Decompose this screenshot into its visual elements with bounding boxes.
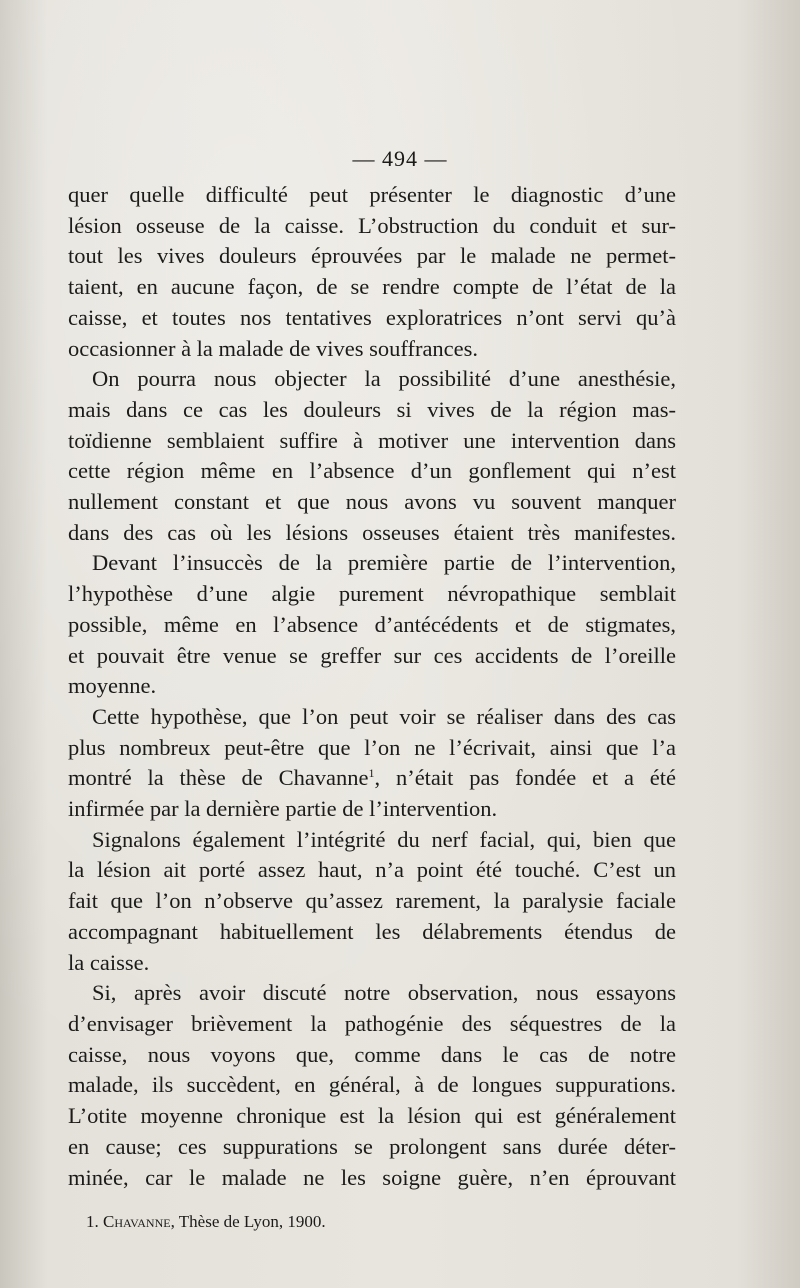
- text-line: dans des cas où les lésions osseuses étaient très manifestes.: [68, 519, 676, 545]
- text-line: plus nombreux peut-être que l’on ne l’écrivait, ainsi que l’a: [68, 734, 676, 760]
- text-line: mais dans ce cas les douleurs si vives de la région mas-: [68, 396, 676, 422]
- text-line: Si, après avoir discuté notre observation, nous essayons: [92, 980, 676, 1006]
- paragraph-2: [68, 364, 676, 548]
- text-line: cette région même en l’absence d’un gonflement qui n’est: [68, 458, 676, 484]
- text-line: la lésion ait porté assez haut, n’a point été touché. C’est un: [68, 857, 676, 883]
- text-line: d’envisager brièvement la pathogénie des séquestres de la: [68, 1010, 676, 1036]
- text-line: lésion osseuse de la caisse. L’obstruction du conduit et sur-: [68, 212, 676, 238]
- text-line: malade, ils succèdent, en général, à de longues suppurations.: [68, 1072, 676, 1098]
- text-line: fait que l’on n’observe qu’assez rarement, la paralysie faciale: [68, 888, 676, 914]
- text-line: taient, en aucune façon, de se rendre compte de l’état de la: [68, 274, 676, 300]
- text-line: L’otite moyenne chronique est la lésion qui est généralement: [68, 1103, 676, 1129]
- text-line: l’hypothèse d’une algie purement névropathique semblait: [68, 581, 676, 607]
- text-line: possible, même en l’absence d’antécédents et de stigmates,: [68, 611, 676, 637]
- text-line-with-note: [68, 763, 676, 794]
- text-line: tout les vives douleurs éprouvées par le malade ne permet-: [68, 243, 676, 269]
- paragraph-5: [68, 825, 676, 979]
- text-line: accompagnant habituellement les délabrements étendus de: [68, 918, 676, 944]
- text-segment: montré la thèse de Chavanne: [68, 765, 369, 791]
- text-line: caisse, et toutes nos tentatives exploratrices n’ont servi qu’à: [68, 304, 676, 330]
- text-line: infirmée par la dernière partie de l’intervention.: [68, 796, 498, 822]
- footnote: [86, 1212, 326, 1232]
- footnote-author: Chavanne: [103, 1212, 171, 1231]
- text-line: occasionner à la malade de vives souffrances.: [68, 335, 479, 361]
- footnote-citation: , Thèse de Lyon, 1900.: [170, 1212, 326, 1231]
- text-line: et pouvait être venue se greffer sur ces accidents de l’oreille: [68, 642, 676, 668]
- text-line: la caisse.: [68, 949, 150, 975]
- footnote-reference: 1: [368, 766, 375, 781]
- text-line: quer quelle difficulté peut présenter le diagnostic d’une: [68, 182, 676, 207]
- footnote-number: 1.: [86, 1212, 99, 1231]
- text-line: moyenne.: [68, 673, 157, 699]
- paragraph-1: [68, 180, 676, 364]
- paragraph-6: [68, 978, 676, 1193]
- text-segment: , n’était pas fondée et a été: [374, 765, 676, 791]
- text-line: On pourra nous objecter la possibilité d’une anesthésie,: [92, 366, 676, 392]
- text-line: Signalons également l’intégrité du nerf facial, qui, bien que: [92, 826, 676, 852]
- text-line: minée, car le malade ne les soigne guère, n’en éprouvant: [68, 1164, 676, 1190]
- text-line: Devant l’insuccès de la première partie de l’intervention,: [92, 550, 676, 576]
- text-line: caisse, nous voyons que, comme dans le cas de notre: [68, 1041, 676, 1067]
- text-line: nullement constant et que nous avons vu souvent manquer: [68, 489, 676, 515]
- paragraph-3: [68, 548, 676, 702]
- body-text: [68, 180, 676, 1193]
- text-line: en cause; ces suppurations se prolongent sans durée déter-: [68, 1133, 676, 1159]
- text-line: Cette hypothèse, que l’on peut voir se réaliser dans des cas: [92, 703, 676, 729]
- page-number: — 494 —: [352, 146, 448, 171]
- paragraph-4: [68, 702, 676, 825]
- text-line: toïdienne semblaient suffire à motiver une intervention dans: [68, 427, 676, 453]
